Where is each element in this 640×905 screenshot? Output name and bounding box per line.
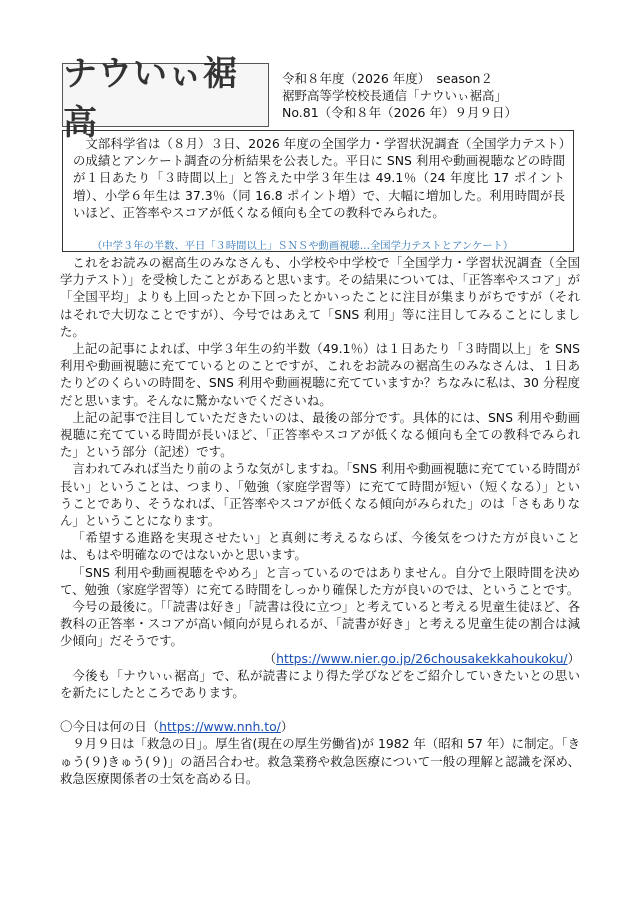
paragraph-6: 「SNS 利用や動画視聴をやめろ」と言っているのではありません。自分で上限時間を決めて、勉強（家庭学習等）に充てる時間をしっかり確保した方が良いのでは、ということです。: [60, 564, 580, 597]
newsletter-info: [282, 70, 592, 121]
paragraph-2: 上記の記事によれば、中学３年生の約半数（49.1％）は１日あたり「３時間以上」を SNS 利用や動画視聴に充てているとのことですが、これをお読みの裾高生のみなさんは、１日あたりどのくらいの時間を、SNS 利用や動画視聴に充てていますか？ちなみに私は、30 分程度だと思います。そんなに驚かないでくださいね。: [60, 341, 580, 408]
nnh-link[interactable]: https://www.nnh.to/: [159, 719, 281, 735]
paragraph-1: これをお読みの裾高生のみなさんも、小学校や中学校で「全国学力・学習状況調査（全国学力テスト）」を受検したことがあると思います。その結果については、「正答率やスコア」が「全国平均」よりも上回ったとか下回ったとかいったことに注目が集まりがちですが（それはそれで大切なことですが）、今号ではあえて「SNS 利用」等に注目してみることにしました。: [60, 255, 580, 339]
news-summary-box: [62, 130, 574, 252]
url-open-paren: （: [263, 650, 277, 666]
paragraph-3: 上記の記事で注目していただきたいのは、最後の部分です。具体的には、SNS 利用や動画視聴に充てている時間が長いほど、「正答率やスコアが低くなる傾向も全ての教科でみられた」という部分（記述）です。: [60, 409, 580, 460]
issue-number-date: No.81（令和８年（2026 年）９月９日）: [282, 105, 517, 120]
issue-year-season: 令和８年度（2026 年度） season２: [282, 71, 493, 86]
news-source-note: （中学３年の半数、平日「３時間以上」ＳＮＳや動画視聴…全国学力テストとアンケート）: [92, 240, 514, 252]
today-heading-prefix: 〇今日は何の日（: [60, 719, 160, 735]
nier-report-link[interactable]: https://www.nier.go.jp/26chousakekkahoukoku/: [276, 650, 568, 666]
news-summary-text: 文部科学省は（８月）３日、2026 年度の全国学力・学習状況調査（全国学力テスト）の成績とアンケート調査の分析結果を公表した。平日に SNS 利用や動画視聴などの時間が１日あたり「３時間以上」と答えた中学３年生は 49.1％（24 年度比 17 ポイント増）、小学６年生は 37.3％（同 16.8 ポイント増）で、大幅に増加した。利用時間が長いほど、正答率やスコアが低くなる傾向も全ての教科でみられた。: [73, 136, 565, 220]
paragraph-8: 今後も「ナウいぃ裾高」で、私が読書により得た学びなどをご紹介していきたいとの思いを新たにしたところであります。: [60, 667, 580, 701]
today-heading: [60, 718, 580, 735]
today-text: ９月９日は「救急の日」。厚生省(現在の厚生労働省)が 1982 年（昭和 57 年）に制定。「きゅう(９)きゅう(９)」の語呂合わせ。救急業務や救急医療について一般の理解と認識を深め、救急医療関係者の士気を高める日。: [60, 736, 580, 786]
today-heading-suffix: ）: [280, 719, 294, 735]
newsletter-title: ナウいぃ裾高: [63, 54, 238, 143]
article-body: [60, 254, 580, 787]
issue-school-name: 裾野高等学校校長通信「ナウいぃ裾高」: [282, 88, 508, 103]
paragraph-4: 言われてみれば当たり前のような気がしますね。「SNS 利用や動画視聴に充てている時間が長い」ということは、つまり、「勉強（家庭学習等）に充てて時間が短い（短くなる）」ということであり、そうなれば、「正答率やスコアが低くなる傾向がみられた」のは「さもありなん」ということになります。: [60, 461, 580, 529]
newsletter-title-box: [62, 54, 269, 143]
paragraph-7: 今号の最後に。「「読書は好き」「読書は役に立つ」と考えていると考える児童生徒ほど、各教科の正答率・スコアが高い傾向が見られるが、「読書が好き」と考える児童生徒の割合は減少傾向」だそうです。: [60, 599, 580, 649]
section-spacer: [60, 701, 580, 718]
paragraph-5: 「希望する進路を実現させたい」と真剣に考えるならば、今後気をつけた方が良いことは、もはや明確なのではないかと思います。: [60, 530, 580, 563]
reference-url-line: [60, 650, 580, 667]
url-close-paren: ）: [567, 650, 580, 666]
